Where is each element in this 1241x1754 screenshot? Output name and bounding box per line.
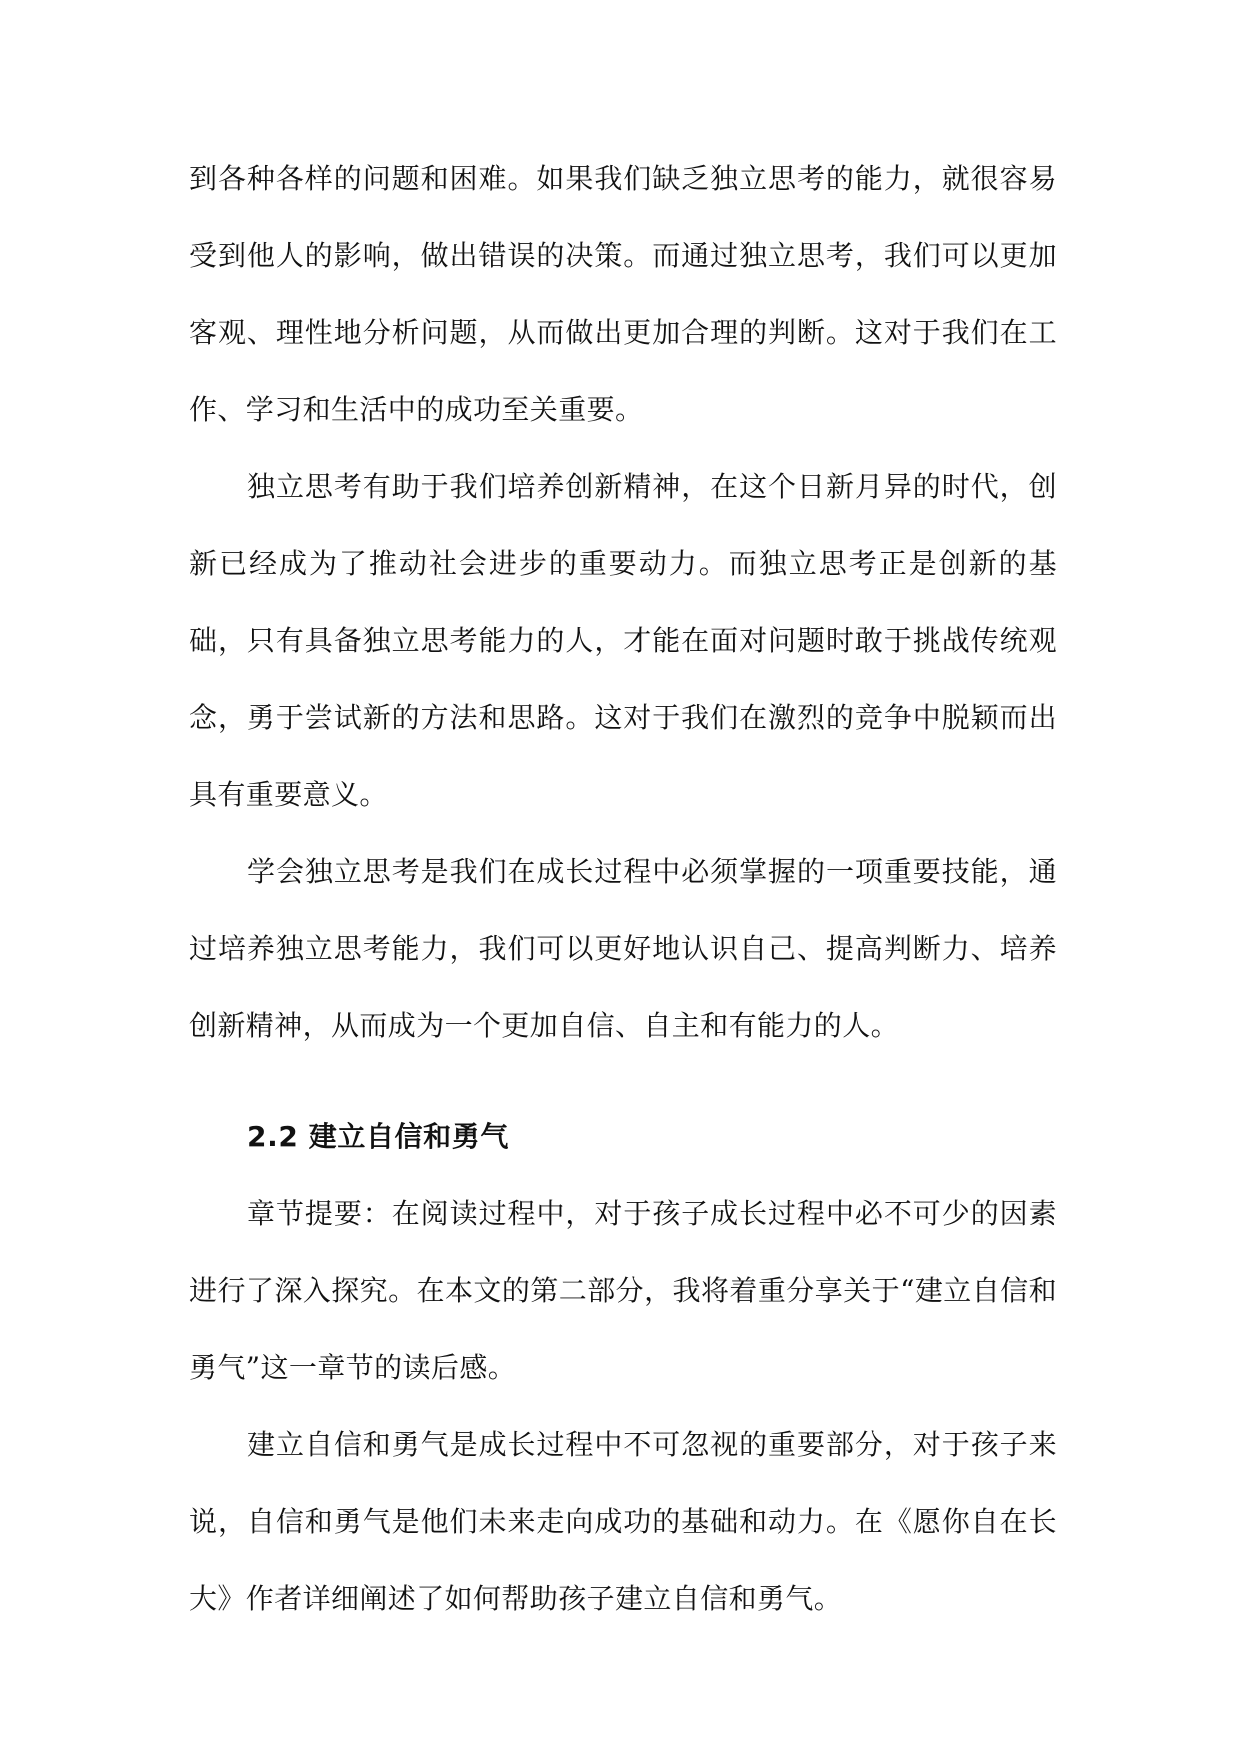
paragraph-continued: 到各种各样的问题和困难。如果我们缺乏独立思考的能力，就很容易受到他人的影响，做出错误的决策。而通过独立思考，我们可以更加客观、理性地分析问题，从而做出更加合理的判断。这对于我们在工作、学习和生活中的成功至关重要。 — [189, 162, 1057, 426]
section-heading: 2.2 建立自信和勇气 — [247, 1120, 509, 1153]
paragraph-conclusion: 学会独立思考是我们在成长过程中必须掌握的一项重要技能，通过培养独立思考能力，我们可以更好地认识自己、提高判断力、培养创新精神，从而成为一个更加自信、自主和有能力的人。 — [189, 855, 1057, 1042]
section-summary-paragraph: 章节提要：在阅读过程中，对于孩子成长过程中必不可少的因素进行了深入探究。在本文的第二部分，我将着重分享关于“建立自信和勇气”这一章节的读后感。 — [189, 1197, 1057, 1384]
section-body-paragraph: 建立自信和勇气是成长过程中不可忽视的重要部分，对于孩子来说，自信和勇气是他们未来走向成功的基础和动力。在《愿你自在长大》作者详细阐述了如何帮助孩子建立自信和勇气。 — [189, 1428, 1057, 1615]
document-body — [189, 140, 1057, 1637]
paragraph-innovation: 独立思考有助于我们培养创新精神，在这个日新月异的时代，创新已经成为了推动社会进步的重要动力。而独立思考正是创新的基础，只有具备独立思考能力的人，才能在面对问题时敢于挑战传统观念，勇于尝试新的方法和思路。这对于我们在激烈的竞争中脱颖而出具有重要意义。 — [189, 470, 1057, 811]
